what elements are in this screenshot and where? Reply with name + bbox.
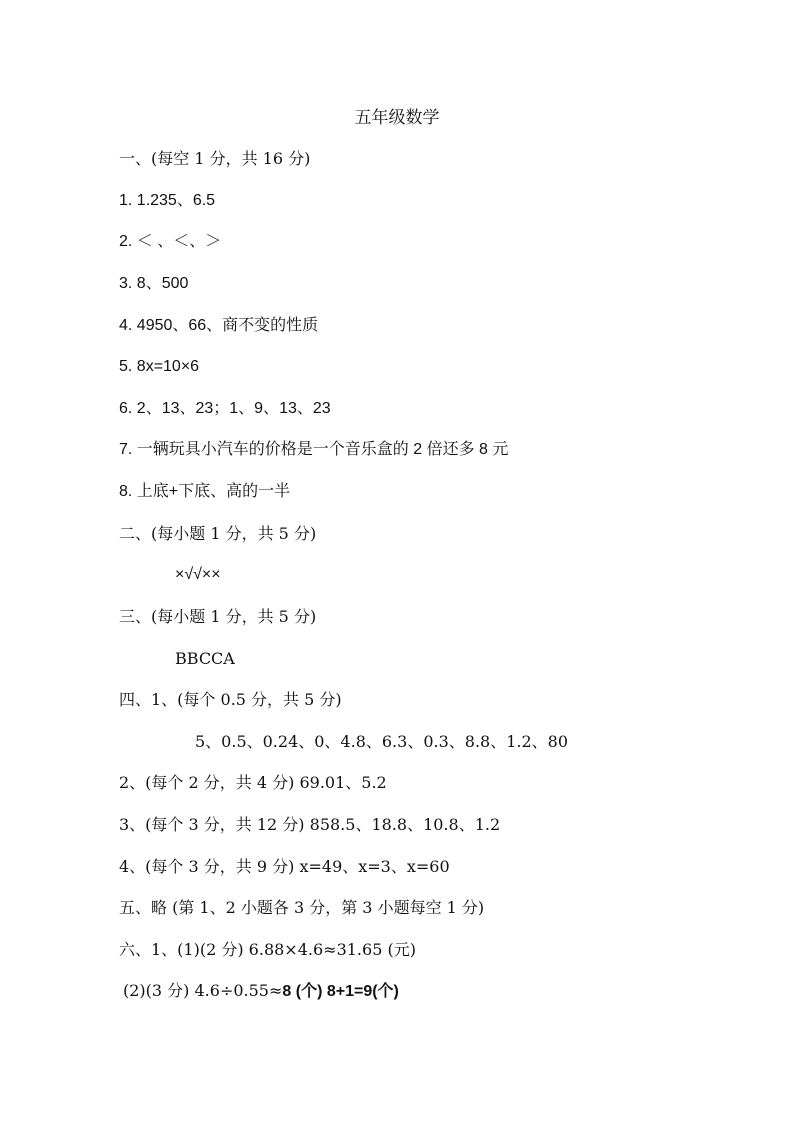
section-3-heading: 三、(每小题 1 分，共 5 分) xyxy=(119,607,317,626)
section-5-heading: 五、略 (第 1、2 小题各 3 分，第 3 小题每空 1 分) xyxy=(119,898,485,917)
page-title: 五年级数学 xyxy=(354,108,440,128)
answer-7: 7. 一辆玩具小汽车的价格是一个音乐盒的 2 倍还多 8 元 xyxy=(119,441,509,458)
answer-3: 3. 8、500 xyxy=(119,275,189,292)
answer-6: 6. 2、13、23；1、9、13、23 xyxy=(119,400,331,417)
answer-2: 2. ＜ 、＜、＞ xyxy=(119,233,222,250)
answer-4: 4. 4950、66、商不变的性质 xyxy=(119,317,319,334)
answer-8: 8. 上底+下底、高的一半 xyxy=(119,483,291,500)
section-4-4-answers: 4、(每个 3 分，共 9 分) x=49、x=3、x=60 xyxy=(119,857,450,876)
section-2-answers: ×√√×× xyxy=(175,566,221,583)
answer-1: 1. 1.235、6.5 xyxy=(119,192,216,209)
section-6-2-part-b: 8 (个) xyxy=(282,983,327,1000)
section-4-1-answers: 5、0.5、0.24、0、4.8、6.3、0.3、8.8、1.2、80 xyxy=(195,732,569,751)
answer-5: 5. 8x=10×6 xyxy=(119,358,200,375)
section-3-answers: BBCCA xyxy=(175,649,235,668)
section-6-2-part-c: 8+1=9(个) xyxy=(326,983,399,1000)
section-4-1-heading: 四、1、(每个 0.5 分，共 5 分) xyxy=(119,690,342,709)
section-4-3-answers: 3、(每个 3 分，共 12 分) 858.5、18.8、10.8、1.2 xyxy=(119,815,501,834)
section-6-2-answer xyxy=(123,980,399,1003)
section-6-2-part-a: (2)(3 分) 4.6÷0.55≈ xyxy=(123,981,283,1000)
section-2-heading: 二、(每小题 1 分，共 5 分) xyxy=(119,524,317,543)
section-4-2-answers: 2、(每个 2 分，共 4 分) 69.01、5.2 xyxy=(119,773,387,792)
section-1-heading: 一、(每空 1 分，共 16 分) xyxy=(119,149,311,168)
section-6-1-answer: 六、1、(1)(2 分) 6.88×4.6≈31.65 (元) xyxy=(119,940,416,959)
